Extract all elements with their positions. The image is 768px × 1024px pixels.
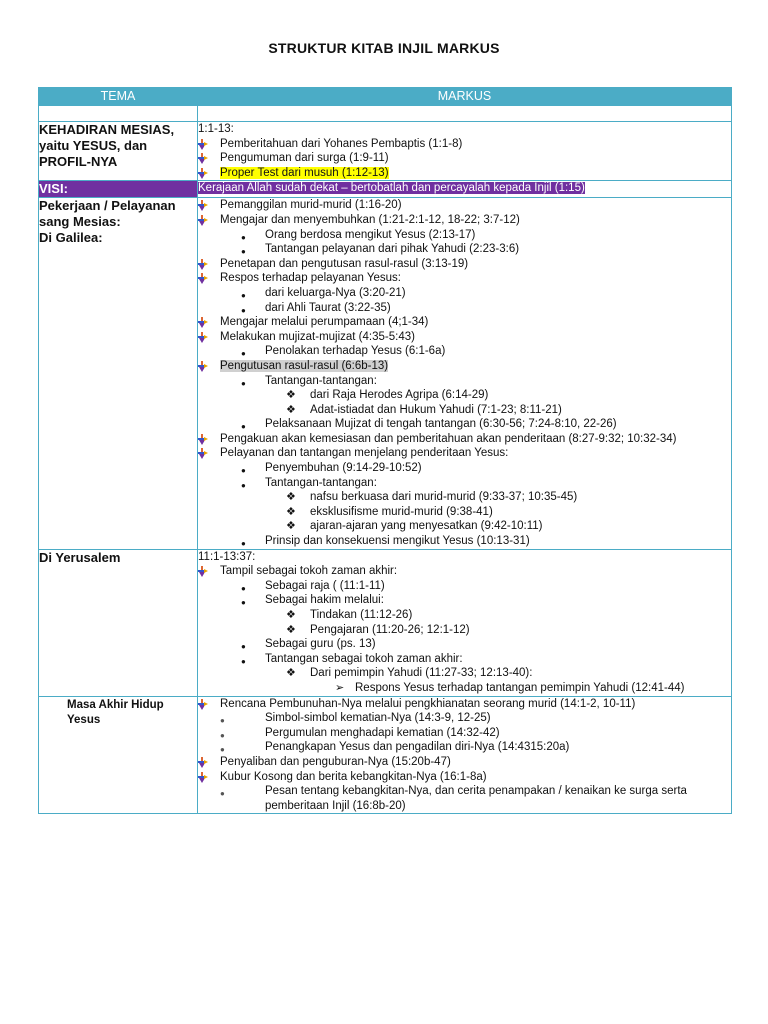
dot-bullet-icon: ● [241, 539, 246, 549]
diamond-bullet-icon: ❖ [286, 403, 296, 416]
content-yerusalem [198, 549, 732, 696]
list-item: Pemanggilan murid-murid (1:16-20) [198, 198, 731, 213]
list-item: Pengumuman dari surga (1:9-11) [198, 151, 731, 166]
dot-bullet-icon: ● [220, 745, 225, 755]
list-item [198, 359, 731, 374]
list-item: ● Sebagai hakim melalui: [198, 593, 731, 608]
ref-label: 1:1-13: [198, 123, 234, 135]
list-item: ● dari keluarga-Nya (3:20-21) [198, 286, 731, 301]
dot-bullet-icon: ● [220, 789, 225, 799]
list-item: ● Simbol-simbol kematian-Nya (14:3-9, 12-25) [198, 711, 731, 726]
list-item: ❖ nafsu berkuasa dari murid-murid (9:33-37; 10:35-45) [286, 491, 578, 504]
dot-bullet-icon: ● [220, 730, 225, 740]
dot-bullet-icon: ● [241, 583, 246, 593]
dot-bullet-icon: ● [241, 598, 246, 608]
diamond-bullet-icon: ❖ [286, 491, 296, 504]
list-item: Rencana Pembunuhan-Nya melalui pengkhianatan seorang murid (14:1-2, 10-11) [198, 697, 731, 712]
page-title: STRUKTUR KITAB INJIL MARKUS [268, 40, 500, 56]
list-item: ● Penolakan terhadap Yesus (6:1-6a) [198, 344, 731, 359]
header-tema: TEMA [39, 88, 198, 106]
list-item: ❖ Dari pemimpin Yahudi (11:27-33; 12:13-40): [286, 667, 533, 680]
dot-bullet-icon: ● [241, 480, 246, 490]
table-row [39, 122, 732, 181]
arrow-bullet-icon [198, 168, 209, 185]
dot-bullet-icon: ● [241, 232, 246, 242]
list-item: Mengajar melalui perumpamaan (4;1-34) [198, 315, 731, 330]
content-kehadiran [198, 122, 732, 181]
diamond-bullet-icon: ❖ [286, 520, 296, 533]
dot-bullet-icon: ● [241, 466, 246, 476]
list-item: Mengajar dan menyembuhkan (1:21-2:1-12, 18-22; 3:7-12) [198, 213, 731, 228]
list-item: Pemberitahuan dari Yohanes Pembaptis (1:1-8) [198, 137, 731, 152]
list-item: ● Prinsip dan konsekuensi mengikut Yesus (10:13-31) [198, 534, 731, 549]
list-item: ● Pesan tentang kebangkitan-Nya, dan cerita penampakan / kenaikan ke surga serta pemberitaan Injil (16:8b-20) [220, 785, 687, 812]
ref-label: 11:1-13:37: [198, 550, 256, 563]
list-item: ● Tantangan pelayanan dari pihak Yahudi (2:23-3:6) [198, 242, 731, 257]
list-item: ● Tantangan-tantangan: [198, 374, 731, 389]
tema-yerusalem: Di Yerusalem [39, 549, 198, 696]
list-item [198, 166, 731, 181]
list-item: ❖ dari Raja Herodes Agripa (6:14-29) [286, 389, 489, 402]
list-item: ❖ Pengajaran (11:20-26; 12:1-12) [286, 623, 470, 636]
diamond-bullet-icon: ❖ [286, 389, 296, 402]
list-item: Melakukan mujizat-mujizat (4:35-5:43) [198, 330, 731, 345]
tema-masa-akhir: Masa Akhir Hidup Yesus [39, 696, 198, 814]
highlighted-text: Pengutusan rasul-rasul (6:6b-13) [220, 359, 389, 372]
tema-visi: VISI: [39, 181, 198, 198]
diamond-bullet-icon: ❖ [286, 623, 296, 636]
list-item: ● dari Ahli Taurat (3:22-35) [198, 301, 731, 316]
dot-bullet-icon: ● [220, 716, 225, 726]
header-markus: MARKUS [198, 88, 732, 106]
list-item: Penetapan dan pengutusan rasul-rasul (3:13-19) [198, 257, 731, 272]
list-item: Respos terhadap pelayanan Yesus: [198, 271, 731, 286]
list-item: Pengakuan akan kemesiasan dan pemberitahuan akan penderitaan (8:27-9:32; 10:32-34) [198, 432, 731, 447]
dot-bullet-icon: ● [241, 656, 246, 666]
dot-bullet-icon: ● [241, 247, 246, 257]
list-item: Kubur Kosong dan berita kebangkitan-Nya (16:1-8a) [198, 770, 731, 785]
list-item: ● Pergumulan menghadapi kematian (14:32-42) [198, 726, 731, 741]
structure-table [38, 87, 732, 814]
table-row [39, 549, 732, 696]
list-item: ❖ ajaran-ajaran yang menyesatkan (9:42-10:11) [286, 520, 543, 533]
list-item: ❖ eksklusifisme murid-murid (9:38-41) [286, 505, 493, 518]
tema-galilea: Pekerjaan / Pelayanan sang Mesias: Di Galilea: [39, 198, 198, 549]
spacer-row [39, 106, 732, 122]
tema-kehadiran: KEHADIRAN MESIAS, yaitu YESUS, dan PROFIL-NYA [39, 122, 198, 181]
content-visi: Kerajaan Allah sudah dekat – bertobatlah dan percayalah kepada Injil (1:15) [198, 181, 732, 198]
diamond-bullet-icon: ❖ [286, 609, 296, 621]
list-item: ● Orang berdosa mengikut Yesus (2:13-17) [198, 228, 731, 243]
list-item: ● Tantangan sebagai tokoh zaman akhir: [198, 652, 731, 667]
content-masa-akhir [198, 696, 732, 814]
dot-bullet-icon: ● [241, 422, 246, 432]
content-galilea [198, 198, 732, 549]
list-item: ❖ Adat-istiadat dan Hukum Yahudi (7:1-23; 8:11-21) [286, 403, 562, 416]
table-row [39, 696, 732, 814]
list-item: ● Tantangan-tantangan: [198, 476, 731, 491]
list-item: ● Penyembuhan (9:14-29-10:52) [198, 461, 731, 476]
list-item: ● Pelaksanaan Mujizat di tengah tantangan (6:30-56; 7:24-8:10, 22-26) [198, 417, 731, 432]
dot-bullet-icon: ● [241, 349, 246, 359]
dot-bullet-icon: ● [241, 290, 246, 300]
list-item: Pelayanan dan tantangan menjelang penderitaan Yesus: [198, 446, 731, 461]
list-item: ● Penangkapan Yesus dan pengadilan diri-Nya (14:4315:20a) [198, 740, 731, 755]
arrowhead-bullet-icon: ➢ [335, 681, 345, 694]
list-item: ➢ Respons Yesus terhadap tantangan pemimpin Yahudi (12:41-44) [335, 681, 685, 694]
highlighted-text: Proper Test dari musuh (1:12-13) [220, 166, 389, 179]
table-row [39, 181, 732, 198]
diamond-bullet-icon: ❖ [286, 505, 296, 518]
dot-bullet-icon: ● [241, 305, 246, 315]
diamond-bullet-icon: ❖ [286, 667, 296, 680]
list-item: ● Sebagai raja ( (11:1-11) [198, 579, 731, 594]
list-item: Tampil sebagai tokoh zaman akhir: [198, 564, 731, 579]
list-item: ❖ Tindakan (11:12-26) [286, 609, 413, 621]
list-item: Penyaliban dan penguburan-Nya (15:20b-47) [198, 755, 731, 770]
dot-bullet-icon: ● [241, 378, 246, 388]
list-item: ● Sebagai guru (ps. 13) [198, 637, 731, 652]
dot-bullet-icon: ● [241, 642, 246, 652]
table-header-row [39, 88, 732, 106]
table-row [39, 198, 732, 549]
